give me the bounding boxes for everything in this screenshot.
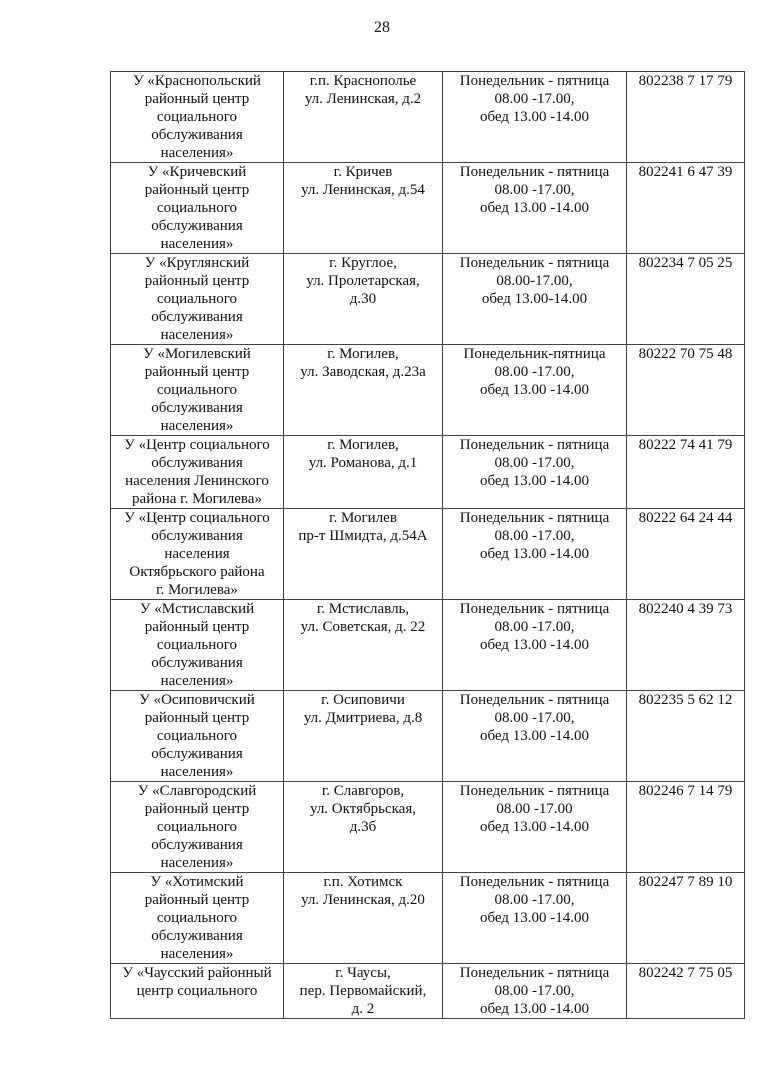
- phone-cell: 80222 74 41 79: [627, 436, 745, 509]
- table-row: [111, 600, 745, 691]
- address-cell: г. Чаусы, пер. Первомайский, д. 2: [284, 964, 443, 1019]
- working-hours-cell: Понедельник - пятница 08.00 -17.00, обед 13.00 -14.00: [443, 72, 627, 163]
- social-service-centers-table: [110, 71, 745, 1019]
- address-cell: г. Славгоров, ул. Октябрьская, д.3б: [284, 782, 443, 873]
- phone-cell: 802242 7 75 05: [627, 964, 745, 1019]
- working-hours-cell: Понедельник - пятница 08.00 -17.00, обед 13.00 -14.00: [443, 691, 627, 782]
- table-row: [111, 509, 745, 600]
- phone-cell: 802246 7 14 79: [627, 782, 745, 873]
- working-hours-cell: Понедельник - пятница 08.00 -17.00, обед 13.00 -14.00: [443, 163, 627, 254]
- phone-cell: 802238 7 17 79: [627, 72, 745, 163]
- working-hours-cell: Понедельник - пятница 08.00 -17.00, обед 13.00 -14.00: [443, 873, 627, 964]
- institution-name-cell: У «Мстиславский районный центр социального обслуживания населения»: [111, 600, 284, 691]
- phone-cell: 80222 70 75 48: [627, 345, 745, 436]
- address-cell: г.п. Хотимск ул. Ленинская, д.20: [284, 873, 443, 964]
- working-hours-cell: Понедельник - пятница 08.00 -17.00 обед 13.00 -14.00: [443, 782, 627, 873]
- working-hours-cell: Понедельник-пятница 08.00 -17.00, обед 13.00 -14.00: [443, 345, 627, 436]
- page-number: 28: [374, 19, 390, 36]
- institution-name-cell: У «Круглянский районный центр социального обслуживания населения»: [111, 254, 284, 345]
- working-hours-cell: Понедельник - пятница 08.00 -17.00, обед 13.00 -14.00: [443, 964, 627, 1019]
- institution-name-cell: У «Славгородский районный центр социального обслуживания населения»: [111, 782, 284, 873]
- institution-name-cell: У «Кричевский районный центр социального обслуживания населения»: [111, 163, 284, 254]
- phone-cell: 802235 5 62 12: [627, 691, 745, 782]
- address-cell: г. Круглое, ул. Пролетарская, д.30: [284, 254, 443, 345]
- working-hours-cell: Понедельник - пятница 08.00 -17.00, обед 13.00 -14.00: [443, 600, 627, 691]
- table-row: [111, 436, 745, 509]
- address-cell: г. Могилев, ул. Романова, д.1: [284, 436, 443, 509]
- institution-name-cell: У «Хотимский районный центр социального обслуживания населения»: [111, 873, 284, 964]
- address-cell: г. Осиповичи ул. Дмитриева, д.8: [284, 691, 443, 782]
- table-row: [111, 691, 745, 782]
- address-cell: г. Мстиславль, ул. Советская, д. 22: [284, 600, 443, 691]
- phone-cell: 802234 7 05 25: [627, 254, 745, 345]
- table-row: [111, 873, 745, 964]
- working-hours-cell: Понедельник - пятница 08.00 -17.00, обед 13.00 -14.00: [443, 509, 627, 600]
- phone-cell: 802241 6 47 39: [627, 163, 745, 254]
- address-cell: г. Могилев пр-т Шмидта, д.54А: [284, 509, 443, 600]
- table-row: [111, 345, 745, 436]
- table-row: [111, 163, 745, 254]
- phone-cell: 802240 4 39 73: [627, 600, 745, 691]
- institution-name-cell: У «Центр социального обслуживания населения Ленинского района г. Могилева»: [111, 436, 284, 509]
- institution-name-cell: У «Осиповичский районный центр социального обслуживания населения»: [111, 691, 284, 782]
- table-row: [111, 782, 745, 873]
- table-row: [111, 964, 745, 1019]
- address-cell: г. Кричев ул. Ленинская, д.54: [284, 163, 443, 254]
- working-hours-cell: Понедельник - пятница 08.00-17.00, обед 13.00-14.00: [443, 254, 627, 345]
- institution-name-cell: У «Могилевский районный центр социального обслуживания населения»: [111, 345, 284, 436]
- phone-cell: 802247 7 89 10: [627, 873, 745, 964]
- table-row: [111, 72, 745, 163]
- working-hours-cell: Понедельник - пятница 08.00 -17.00, обед 13.00 -14.00: [443, 436, 627, 509]
- address-cell: г. Могилев, ул. Заводская, д.23а: [284, 345, 443, 436]
- institution-name-cell: У «Чаусский районный центр социального: [111, 964, 284, 1019]
- institution-name-cell: У «Краснопольский районный центр социального обслуживания населения»: [111, 72, 284, 163]
- institution-name-cell: У «Центр социального обслуживания населения Октябрьского района г. Могилева»: [111, 509, 284, 600]
- phone-cell: 80222 64 24 44: [627, 509, 745, 600]
- table-row: [111, 254, 745, 345]
- address-cell: г.п. Краснополье ул. Ленинская, д.2: [284, 72, 443, 163]
